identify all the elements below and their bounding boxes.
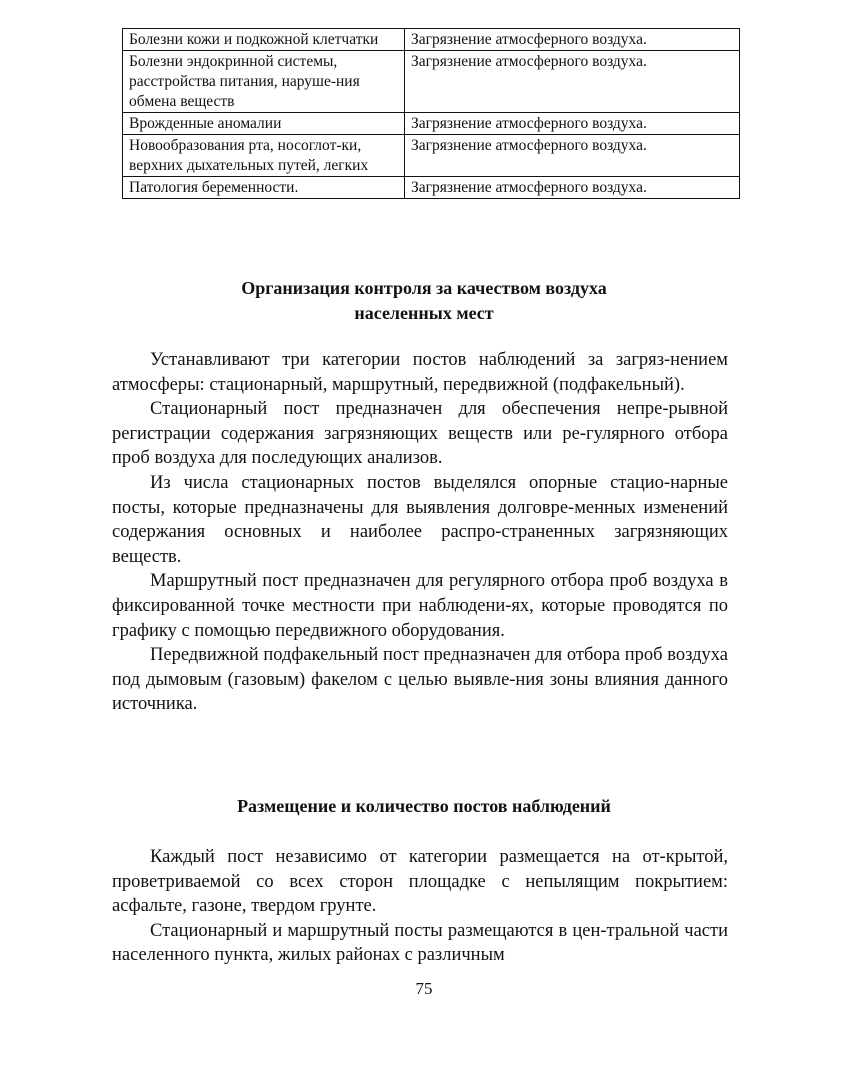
paragraph: Передвижной подфакельный пост предназначен для отбора проб воздуха под дымовым (газовым) факелом с целью выявле-ния зоны влияния данного источника. — [112, 645, 728, 715]
table-row — [123, 29, 740, 51]
disease-cause-table — [122, 28, 740, 199]
section-body-post-placement — [112, 845, 728, 968]
page-number: 75 — [415, 979, 433, 998]
table-row — [123, 135, 740, 177]
table-cell-disease: Новообразования рта, носоглот-ки, верхних дыхательных путей, легких — [123, 135, 405, 177]
table-cell-cause: Загрязнение атмосферного воздуха. — [405, 177, 740, 199]
section-body-air-quality-control — [112, 348, 728, 717]
paragraph: Маршрутный пост предназначен для регулярного отбора проб воздуха в фиксированной точке местности при наблюдени-ях, которые проводятся по графику с помощью передвижного оборудования. — [112, 571, 728, 641]
table-cell-cause: Загрязнение атмосферного воздуха. — [405, 135, 740, 177]
table-cell-disease: Болезни эндокринной системы, расстройства питания, наруше-ния обмена веществ — [123, 51, 405, 113]
heading-line: населенных мест — [354, 303, 494, 323]
paragraph: Стационарный и маршрутный посты размещаются в цен-тральной части населенного пункта, жилых районах с различным — [112, 920, 728, 966]
paragraph: Каждый пост независимо от категории размещается на от-крытой, проветриваемой со всех сторон площадке с непылящим покрытием: асфальте, газоне, твердом грунте. — [112, 847, 728, 917]
table-cell-cause: Загрязнение атмосферного воздуха. — [405, 29, 740, 51]
paragraph: Из числа стационарных постов выделялся опорные стацио-нарные посты, которые предназначены для выявления долговре-менных изменений содержания основных и наиболее распро-страненных загрязняющих веществ. — [112, 472, 728, 567]
table-cell-disease: Патология беременности. — [123, 177, 405, 199]
section-heading-post-placement: Размещение и количество постов наблюдений — [237, 796, 611, 816]
paragraph: Стационарный пост предназначен для обеспечения непре-рывной регистрации содержания загрязняющих веществ или ре-гулярного отбора проб воздуха для последующих анализов. — [112, 399, 728, 469]
table-cell-disease: Болезни кожи и подкожной клетчатки — [123, 29, 405, 51]
table-cell-cause: Загрязнение атмосферного воздуха. — [405, 113, 740, 135]
table-cell-cause: Загрязнение атмосферного воздуха. — [405, 51, 740, 113]
heading-line: Организация контроля за качеством воздуха — [241, 278, 607, 298]
section-heading-air-quality-control — [112, 276, 736, 326]
table-row — [123, 113, 740, 135]
table-row — [123, 177, 740, 199]
table-cell-disease: Врожденные аномалии — [123, 113, 405, 135]
table-row — [123, 51, 740, 113]
paragraph: Устанавливают три категории постов наблюдений за загряз-нением атмосферы: стационарный, маршрутный, передвижной (подфакельный). — [112, 350, 728, 395]
